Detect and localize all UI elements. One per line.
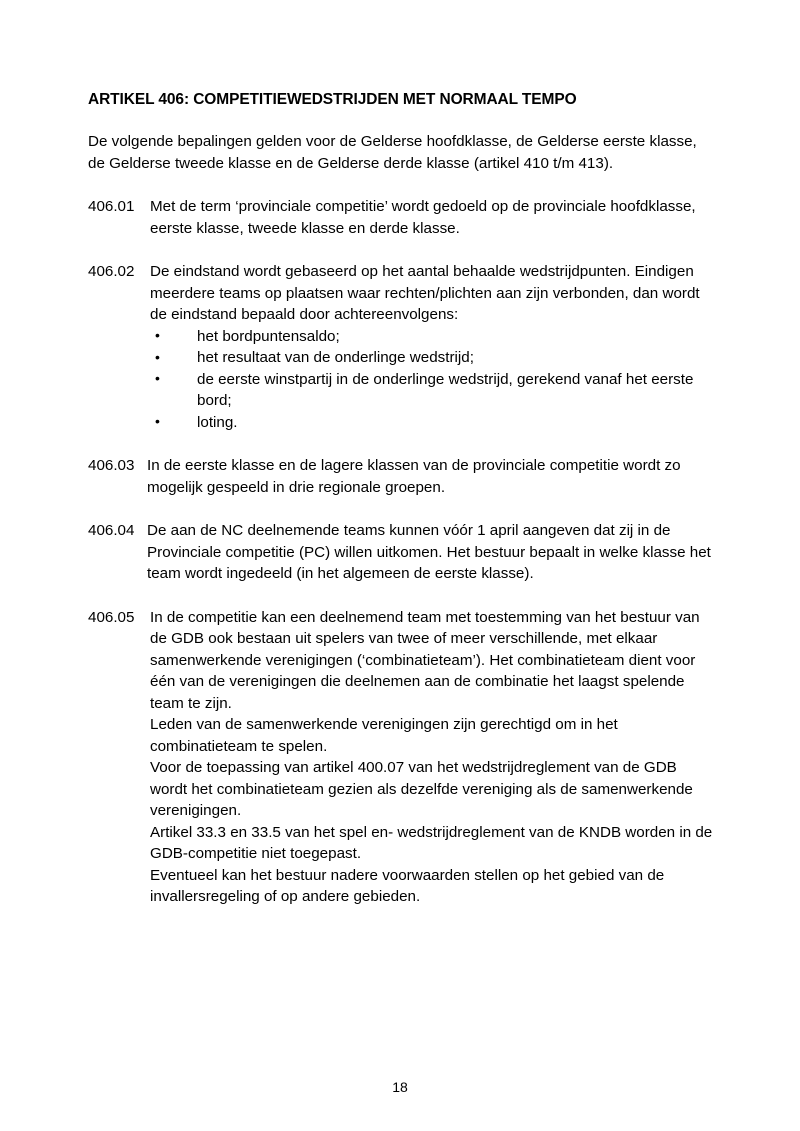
clause-406-01	[88, 196, 714, 239]
clause-body	[150, 196, 714, 239]
clause-body	[147, 455, 714, 498]
clause-paragraph: In de competitie kan een deelnemend team met toestemming van het bestuur van de GDB ook bestaan uit spelers van twee of meer verschillende, met elkaar samenwerkende verenigingen (‘combinatieteam’). Het combinatieteam dient voor één van de verenigingen die deelnemen aan de combinatie het laagst spelende team te zijn.	[150, 608, 700, 712]
clause-number: 406.01	[88, 198, 135, 215]
clause-paragraph: Artikel 33.3 en 33.5 van het spel en- wedstrijdreglement van de KNDB worden in de GDB-competitie niet toegepast.	[150, 823, 713, 862]
clause-number: 406.03	[88, 457, 135, 474]
clause-406-03	[88, 455, 714, 498]
page-title: ARTIKEL 406: COMPETITIEWEDSTRIJDEN MET NORMAAL TEMPO	[88, 91, 577, 108]
list-item: • het resultaat van de onderlinge wedstrijd;	[150, 347, 714, 369]
clause-number: 406.05	[88, 608, 135, 626]
clause-paragraph: Eventueel kan het bestuur nadere voorwaarden stellen op het gebied van de invallersregeling of op andere gebieden.	[150, 866, 665, 905]
clause-406-04	[88, 520, 714, 585]
clause-body	[150, 607, 714, 908]
list-item: • het bordpuntensaldo;	[150, 326, 714, 348]
clause-bullet-list	[150, 326, 714, 434]
list-item: • loting.	[150, 412, 714, 434]
clause-406-05	[88, 607, 714, 908]
clause-number: 406.04	[88, 522, 135, 539]
clause-paragraph: Leden van de samenwerkende verenigingen zijn gerechtigd om in het combinatieteam te spelen.	[150, 716, 618, 755]
list-item: • de eerste winstpartij in de onderlinge wedstrijd, gerekend vanaf het eerste bord;	[150, 369, 714, 412]
clause-paragraph: De aan de NC deelnemende teams kunnen vóór 1 april aangeven dat zij in de Provinciale competitie (PC) willen uitkomen. Het bestuur bepaalt in welke klasse het team wordt ingedeeld (in het algemeen de eerste klasse).	[147, 522, 711, 582]
clause-number: 406.02	[88, 263, 135, 280]
clause-paragraph: Voor de toepassing van artikel 400.07 van het wedstrijdreglement van de GDB wordt het combinatieteam gezien als dezelfde vereniging als de samenwerkende verenigingen.	[150, 759, 693, 819]
clause-body	[147, 520, 714, 585]
clause-406-02	[88, 261, 714, 433]
document-content	[88, 90, 714, 908]
page-number: 18	[392, 1079, 408, 1095]
clause-paragraph: In de eerste klasse en de lagere klassen van de provinciale competitie wordt zo mogelijk gespeeld in drie regionale groepen.	[147, 457, 681, 496]
intro-paragraph: De volgende bepalingen gelden voor de Gelderse hoofdklasse, de Gelderse eerste klasse, de Gelderse tweede klasse en de Gelderse derde klasse (artikel 410 t/m 413).	[88, 133, 697, 172]
clause-paragraph: De eindstand wordt gebaseerd op het aantal behaalde wedstrijdpunten. Eindigen meerdere teams op plaatsen waar rechten/plichten aan zijn verbonden, dan wordt de eindstand bepaald door achtereenvolgens:	[150, 263, 700, 323]
clause-paragraph: Met de term ‘provinciale competitie’ wordt gedoeld op de provinciale hoofdklasse, eerste klasse, tweede klasse en derde klasse.	[150, 198, 696, 237]
clause-body	[150, 261, 714, 433]
